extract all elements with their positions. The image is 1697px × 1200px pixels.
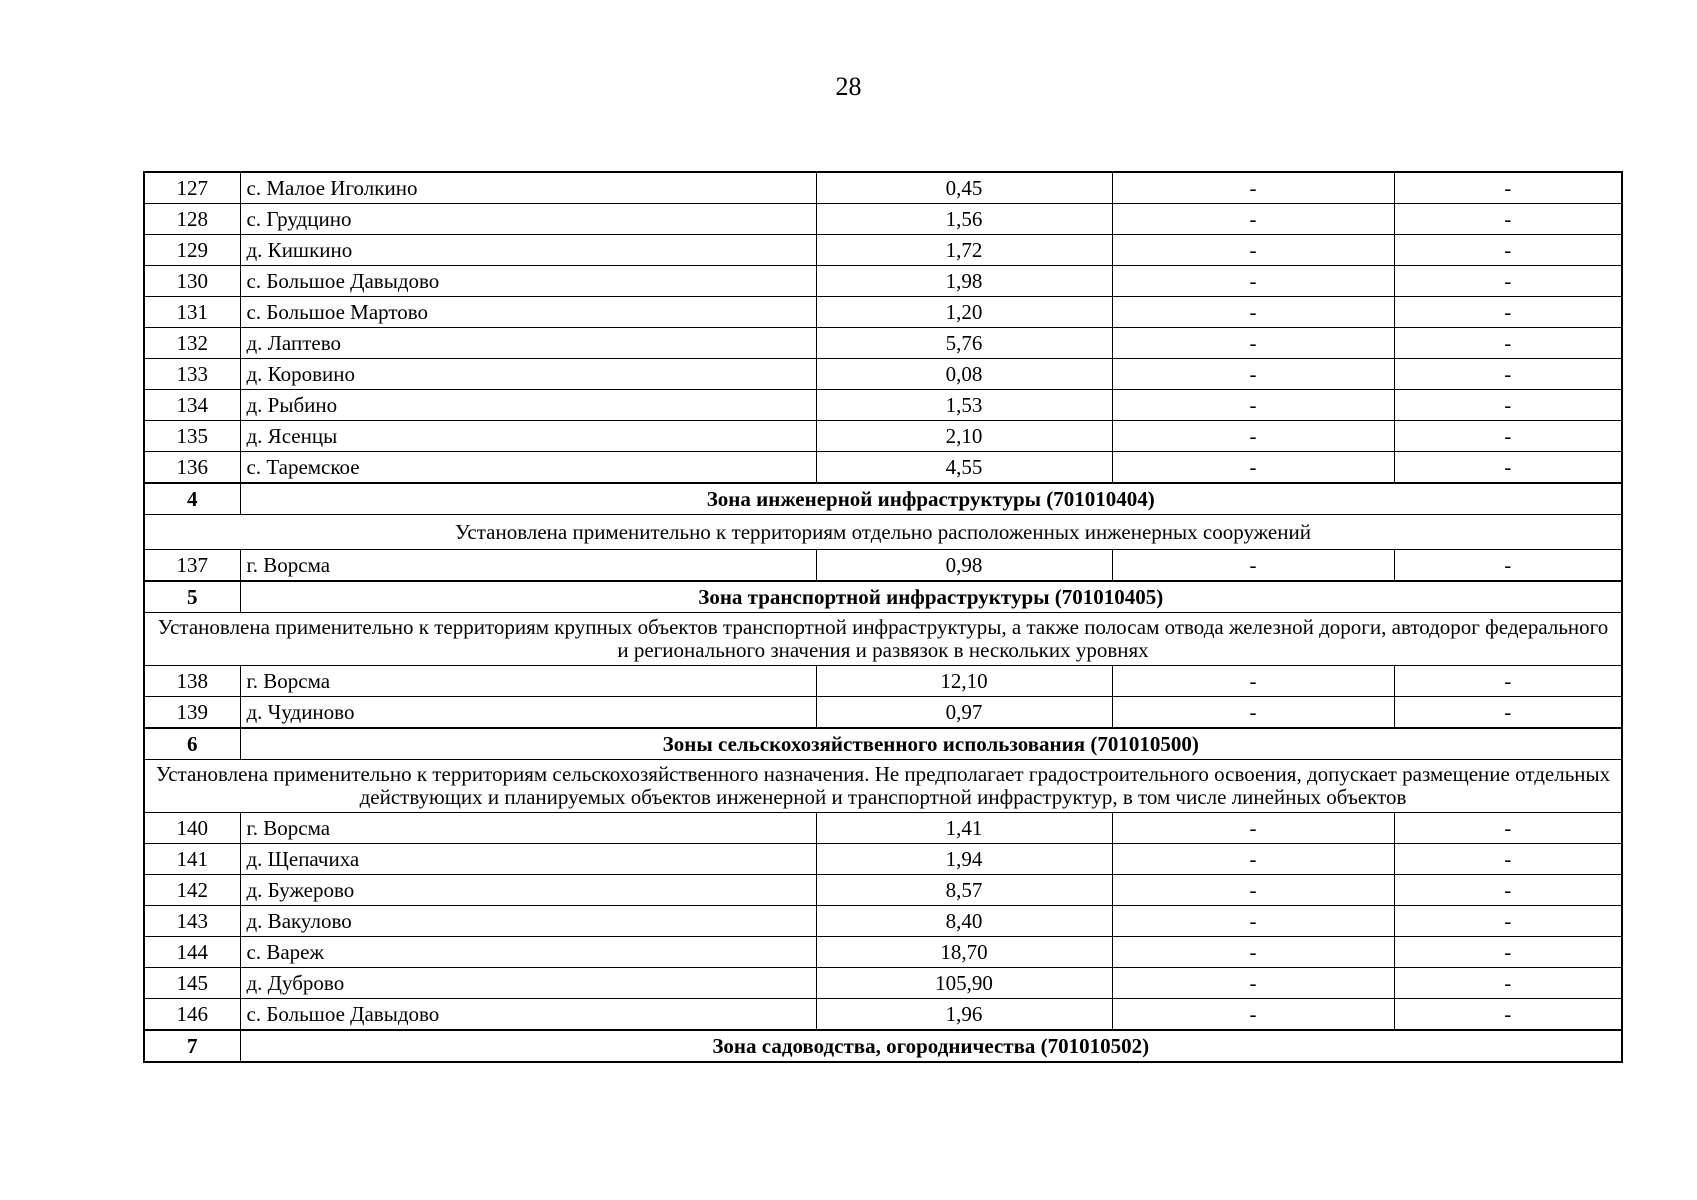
- settlement-name: д. Ясенцы: [240, 421, 816, 452]
- area-value: 2,10: [816, 421, 1112, 452]
- area-value: 8,57: [816, 875, 1112, 906]
- row-number: 132: [144, 328, 240, 359]
- settlement-name: д. Кишкино: [240, 235, 816, 266]
- area-value: 0,98: [816, 550, 1112, 582]
- settlement-name: с. Вареж: [240, 937, 816, 968]
- row-number: 135: [144, 421, 240, 452]
- table-row: [144, 297, 1622, 328]
- zone-number: 6: [144, 728, 240, 760]
- column-4-value: -: [1112, 844, 1394, 875]
- area-value: 0,45: [816, 172, 1112, 204]
- area-value: 0,08: [816, 359, 1112, 390]
- row-number: 134: [144, 390, 240, 421]
- column-5-value: -: [1394, 844, 1622, 875]
- zone-description: [144, 613, 1622, 666]
- column-4-value: -: [1112, 204, 1394, 235]
- column-4-value: -: [1112, 235, 1394, 266]
- table-row: [144, 421, 1622, 452]
- column-4-value: -: [1112, 550, 1394, 582]
- column-4-value: -: [1112, 421, 1394, 452]
- column-4-value: -: [1112, 666, 1394, 697]
- column-4-value: -: [1112, 172, 1394, 204]
- zone-section-header: [144, 581, 1622, 613]
- zone-description: [144, 515, 1622, 550]
- zone-number: 4: [144, 483, 240, 515]
- column-5-value: -: [1394, 452, 1622, 484]
- column-5-value: -: [1394, 390, 1622, 421]
- area-value: 12,10: [816, 666, 1112, 697]
- settlement-name: д. Чудиново: [240, 697, 816, 729]
- settlement-name: д. Бужерово: [240, 875, 816, 906]
- row-number: 140: [144, 813, 240, 844]
- row-number: 142: [144, 875, 240, 906]
- column-4-value: -: [1112, 390, 1394, 421]
- page-number: 28: [835, 72, 862, 101]
- table-row: [144, 999, 1622, 1031]
- settlement-name: д. Лаптево: [240, 328, 816, 359]
- zone-section-header: [144, 1030, 1622, 1062]
- table-row: [144, 204, 1622, 235]
- settlement-name: г. Ворсма: [240, 813, 816, 844]
- table-row: [144, 172, 1622, 204]
- table-row: [144, 844, 1622, 875]
- settlement-name: г. Ворсма: [240, 550, 816, 582]
- settlement-name: с. Малое Иголкино: [240, 172, 816, 204]
- column-4-value: -: [1112, 875, 1394, 906]
- row-number: 129: [144, 235, 240, 266]
- column-4-value: -: [1112, 297, 1394, 328]
- settlement-name: д. Щепачиха: [240, 844, 816, 875]
- table-row: [144, 328, 1622, 359]
- column-4-value: -: [1112, 452, 1394, 484]
- column-4-value: -: [1112, 359, 1394, 390]
- column-4-value: -: [1112, 906, 1394, 937]
- zone-title: Зона инженерной инфраструктуры (701010404): [240, 483, 1622, 515]
- area-value: 105,90: [816, 968, 1112, 999]
- zone-number: 7: [144, 1030, 240, 1062]
- column-5-value: -: [1394, 328, 1622, 359]
- row-number: 136: [144, 452, 240, 484]
- area-value: 0,97: [816, 697, 1112, 729]
- column-4-value: -: [1112, 968, 1394, 999]
- row-number: 145: [144, 968, 240, 999]
- area-value: 5,76: [816, 328, 1112, 359]
- area-value: 4,55: [816, 452, 1112, 484]
- table-row: [144, 390, 1622, 421]
- settlement-name: с. Большое Давыдово: [240, 999, 816, 1031]
- row-number: 138: [144, 666, 240, 697]
- column-5-value: -: [1394, 204, 1622, 235]
- area-value: 1,20: [816, 297, 1112, 328]
- row-number: 146: [144, 999, 240, 1031]
- column-5-value: -: [1394, 937, 1622, 968]
- row-number: 137: [144, 550, 240, 582]
- row-number: 144: [144, 937, 240, 968]
- table-row: [144, 359, 1622, 390]
- settlement-name: с. Большое Давыдово: [240, 266, 816, 297]
- table-row: [144, 875, 1622, 906]
- zone-section-header: [144, 728, 1622, 760]
- settlement-name: г. Ворсма: [240, 666, 816, 697]
- area-value: 18,70: [816, 937, 1112, 968]
- zone-description-text: Установлена применительно к территориям крупных объектов транспортной инфраструктуры, а также полосам отвода железной дороги, автодорог федерального и регионального значения и развязок в нескольких уровнях: [144, 613, 1622, 666]
- zone-section-header: [144, 483, 1622, 515]
- row-number: 143: [144, 906, 240, 937]
- table-row: [144, 937, 1622, 968]
- zone-title: Зоны сельскохозяйственного использования (701010500): [240, 728, 1622, 760]
- column-5-value: -: [1394, 550, 1622, 582]
- zone-description-text: Установлена применительно к территориям сельскохозяйственного назначения. Не предполагает градостроительного освоения, допускает размещение отдельных действующих и планируемых объектов инженерной и транспортной инфраструктур, в том числе линейных объектов: [144, 760, 1622, 813]
- column-5-value: -: [1394, 906, 1622, 937]
- column-4-value: -: [1112, 697, 1394, 729]
- table-row: [144, 968, 1622, 999]
- column-5-value: -: [1394, 697, 1622, 729]
- area-value: 1,56: [816, 204, 1112, 235]
- column-5-value: -: [1394, 666, 1622, 697]
- area-value: 1,53: [816, 390, 1112, 421]
- area-value: 1,96: [816, 999, 1112, 1031]
- settlement-name: д. Коровино: [240, 359, 816, 390]
- column-5-value: -: [1394, 297, 1622, 328]
- zone-description-text: Установлена применительно к территориям отдельно расположенных инженерных сооружений: [144, 515, 1622, 550]
- area-value: 1,41: [816, 813, 1112, 844]
- settlement-name: д. Дуброво: [240, 968, 816, 999]
- column-4-value: -: [1112, 328, 1394, 359]
- column-4-value: -: [1112, 937, 1394, 968]
- area-value: 8,40: [816, 906, 1112, 937]
- zone-title: Зона садоводства, огородничества (701010502): [240, 1030, 1622, 1062]
- column-5-value: -: [1394, 235, 1622, 266]
- column-5-value: -: [1394, 968, 1622, 999]
- column-4-value: -: [1112, 813, 1394, 844]
- table-row: [144, 666, 1622, 697]
- row-number: 131: [144, 297, 240, 328]
- row-number: 139: [144, 697, 240, 729]
- area-value: 1,98: [816, 266, 1112, 297]
- area-value: 1,72: [816, 235, 1112, 266]
- table-row: [144, 266, 1622, 297]
- zone-title: Зона транспортной инфраструктуры (701010405): [240, 581, 1622, 613]
- table-row: [144, 550, 1622, 582]
- row-number: 133: [144, 359, 240, 390]
- table-row: [144, 813, 1622, 844]
- column-5-value: -: [1394, 421, 1622, 452]
- column-5-value: -: [1394, 266, 1622, 297]
- column-5-value: -: [1394, 875, 1622, 906]
- settlement-name: д. Рыбино: [240, 390, 816, 421]
- row-number: 141: [144, 844, 240, 875]
- row-number: 127: [144, 172, 240, 204]
- table-row: [144, 452, 1622, 484]
- row-number: 128: [144, 204, 240, 235]
- table-row: [144, 235, 1622, 266]
- column-5-value: -: [1394, 999, 1622, 1031]
- area-value: 1,94: [816, 844, 1112, 875]
- zone-number: 5: [144, 581, 240, 613]
- settlement-name: с. Таремское: [240, 452, 816, 484]
- zone-description: [144, 760, 1622, 813]
- settlement-name: с. Большое Мартово: [240, 297, 816, 328]
- table-row: [144, 906, 1622, 937]
- column-5-value: -: [1394, 813, 1622, 844]
- zones-table: [143, 171, 1623, 1063]
- row-number: 130: [144, 266, 240, 297]
- column-5-value: -: [1394, 172, 1622, 204]
- column-5-value: -: [1394, 359, 1622, 390]
- settlement-name: д. Вакулово: [240, 906, 816, 937]
- settlement-name: с. Грудцино: [240, 204, 816, 235]
- column-4-value: -: [1112, 266, 1394, 297]
- column-4-value: -: [1112, 999, 1394, 1031]
- zones-table-body: [144, 172, 1622, 1062]
- table-row: [144, 697, 1622, 729]
